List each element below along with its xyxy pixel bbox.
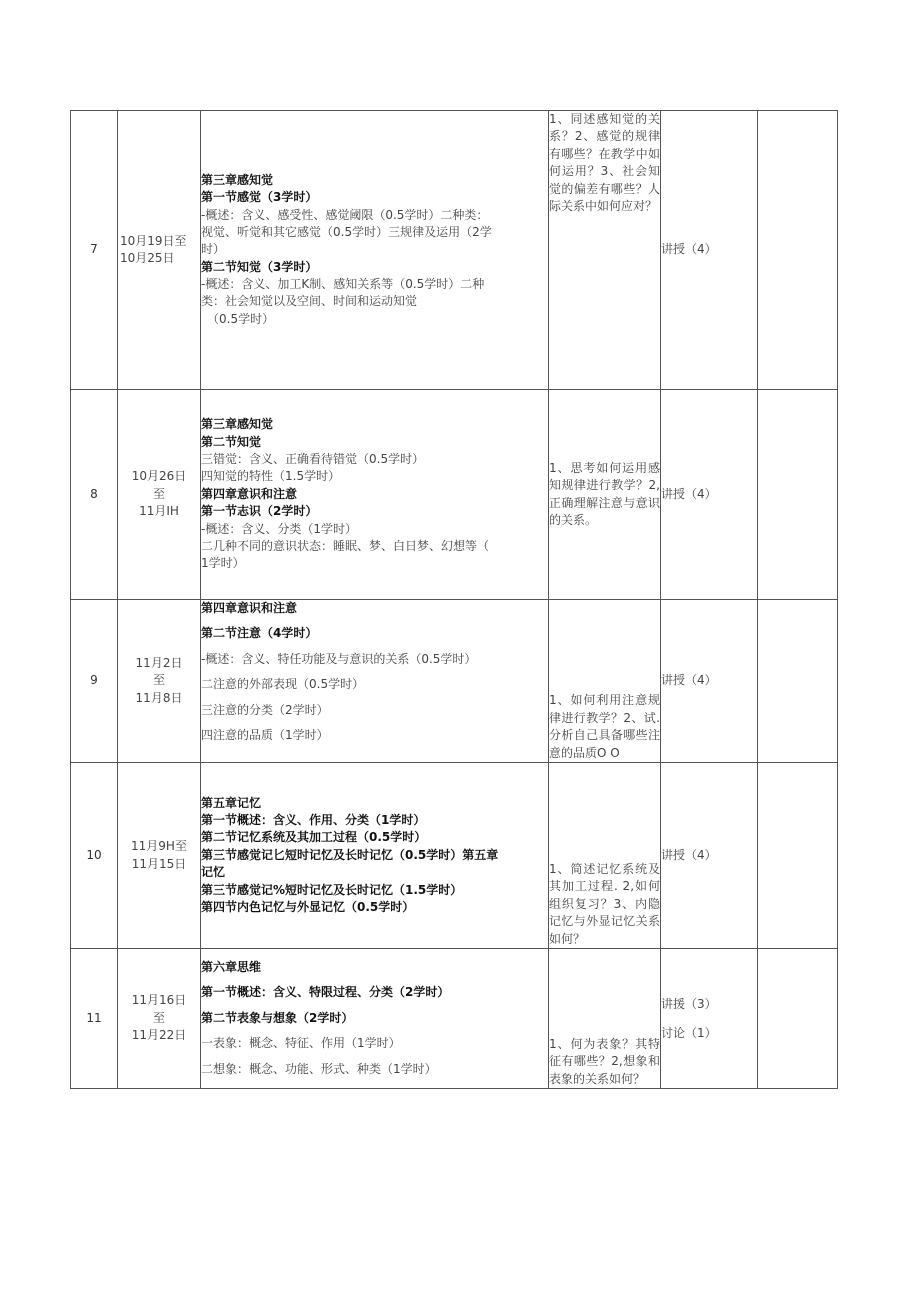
- week-number: 8: [71, 390, 118, 600]
- date-range: 11月16日 至 11月22日: [118, 949, 201, 1089]
- teaching-content: 第四章意识和注意 第二节注意（4学时） -概述：含义、特任功能及与意识的关系（0.5学时） 二注意的外部表现（0.5学时） 三注意的分类（2学时） 四注意的品质（1学时）: [201, 600, 549, 763]
- review-questions: 1、思考如何运用感知规律进行教学？2,正确理解注意与意识的关系。: [549, 390, 661, 600]
- teaching-method: 讲授（4）: [661, 600, 758, 763]
- remarks-cell: [758, 111, 838, 390]
- week-number: 7: [71, 111, 118, 390]
- teaching-method: 讲授（4）: [661, 390, 758, 600]
- teaching-content: 第三章感知觉 第一节感觉（3学时） -概述：含义、感受性、感觉阈限（0.5学时）二种类： 视觉、听觉和其它感觉（0.5学时）三规律及运用（2学 时） 第二节知觉（3学时） -概述：含义、加工K制、感知关系等（0.5学时）二种 类：社会知觉以及空间、时间和运动知觉 （0.5学时）: [201, 111, 549, 390]
- teaching-content: 第六章思维 第一节概述：含义、特限过程、分类（2学时） 第二节表象与想象（2学时） 一表象：概念、特征、作用（1学时） 二想象：概念、功能、形式、种类（1学时）: [201, 949, 549, 1089]
- date-range: 10月26日 至 11月IH: [118, 390, 201, 600]
- remarks-cell: [758, 600, 838, 763]
- teaching-method: 讲援（3） 讨论（1）: [661, 949, 758, 1089]
- remarks-cell: [758, 949, 838, 1089]
- week-number: 9: [71, 600, 118, 763]
- teaching-method: 讲授（4）: [661, 111, 758, 390]
- course-schedule-table: [70, 110, 838, 1089]
- week-number: 10: [71, 763, 118, 949]
- table-row: [71, 949, 838, 1089]
- table-row: [71, 390, 838, 600]
- review-questions: 1、简述记忆系统及其加工过程. 2,如何组织复习？3、内隐记忆与外显记忆关系如何？: [549, 763, 661, 949]
- review-questions: 1、何为表象？其特征有哪些？2,想象和表象的关系如何？: [549, 949, 661, 1089]
- week-number: 11: [71, 949, 118, 1089]
- table-row: [71, 111, 838, 390]
- date-range: 10月19日至 10月25日: [118, 111, 201, 390]
- teaching-method: 讲授（4）: [661, 763, 758, 949]
- remarks-cell: [758, 763, 838, 949]
- teaching-content: 第五章记忆 第一节概述：含义、作用、分类（1学时） 第二节记忆系统及其加工过程（0.5学时） 第三节感觉记匕短时记忆及长时记忆（0.5学时）第五章 记忆 第三节感觉记%短时记忆及长时记忆（1.5学时） 第四节内色记忆与外显记忆（0.5学时）: [201, 763, 549, 949]
- remarks-cell: [758, 390, 838, 600]
- review-questions: 1、同述感知觉的关系？2、感觉的规律有哪些？在教学中如何运用？3、社会知觉的偏差有哪些？人际关系中如何应对？: [549, 111, 661, 390]
- date-range: 11月9H至 11月15日: [118, 763, 201, 949]
- date-range: 11月2日 至 11月8日: [118, 600, 201, 763]
- table-row: [71, 600, 838, 763]
- review-questions: 1、如何利用注意规律进行教学？2、试.分析自己具备哪些注意的品质O O: [549, 600, 661, 763]
- table-row: [71, 763, 838, 949]
- teaching-content: 第三章感知觉 第二节知觉 三错觉：含义、正确看待错觉（0.5学时） 四知觉的特性（1.5学时） 第四章意识和注意 第一节志识（2学时） -概述：含义、分类（1学时） 二几种不同的意识状态：睡眠、梦、白日梦、幻想等（ 1学时）: [201, 390, 549, 600]
